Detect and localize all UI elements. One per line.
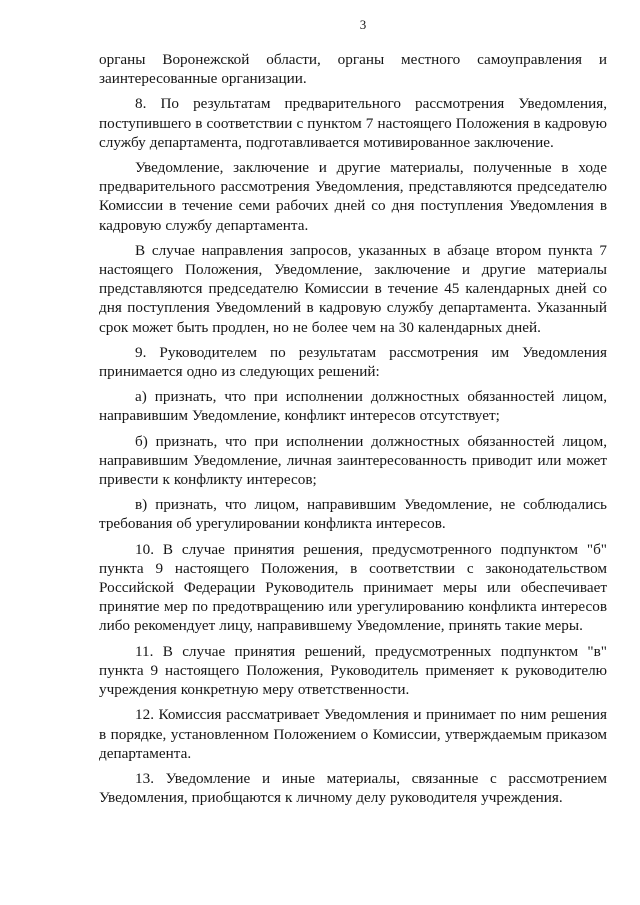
paragraph-11: 11. В случае принятия решений, предусмотренных подпунктом "в" пункта 9 настоящего Положения, Руководитель применяет к руководителю учреждения конкретную меру ответственности.: [99, 642, 607, 699]
paragraph-9-a: а) признать, что при исполнении должностных обязанностей лицом, направившим Уведомление, конфликт интересов отсутствует;: [99, 388, 607, 425]
paragraph-9-b: б) признать, что при исполнении должностных обязанностей лицом, направившим Уведомление, личная заинтересованность приводит или может привести к конфликту интересов;: [99, 432, 607, 489]
paragraph-9-c: в) признать, что лицом, направившим Уведомление, не соблюдались требования об урегулировании конфликта интересов.: [99, 496, 607, 533]
paragraph-8-requests: В случае направления запросов, указанных в абзаце втором пункта 7 настоящего Положения, Уведомление, заключение и другие материалы представляются председателю Комиссии в течение 45 календарных дней со дня поступления Уведомлений в кадровую службу департамента. Указанный срок может быть продлен, но не более чем на 30 календарных дней.: [99, 241, 607, 336]
paragraph-13: 13. Уведомление и иные материалы, связанные с рассмотрением Уведомления, приобщаются к личному делу руководителя учреждения.: [99, 769, 607, 807]
paragraph-12: 12. Комиссия рассматривает Уведомления и принимает по ним решения в порядке, установленном Положением о Комиссии, утверждаемым приказом департамента.: [99, 706, 607, 762]
paragraph-8-materials: Уведомление, заключение и другие материалы, полученные в ходе предварительного рассмотрения Уведомления, представляются председателю Комиссии в течение семи рабочих дней со дня поступления Уведомления в кадровую службу департамента.: [99, 159, 607, 234]
paragraph-9: 9. Руководителем по результатам рассмотрения им Уведомления принимается одно из следующих решений:: [99, 343, 607, 381]
paragraph-continuation: органы Воронежской области, органы местного самоуправления и заинтересованные организации.: [99, 51, 607, 88]
page-number: 3: [359, 17, 367, 32]
paragraph-10: 10. В случае принятия решения, предусмотренного подпунктом "б" пункта 9 настоящего Положения, в соответствии с законодательством Российской Федерации Руководитель принимает меры или обеспечивает принятие мер по предотвращению или урегулированию конфликта интересов либо рекомендует лицу, направившему Уведомление, принять такие меры.: [99, 540, 607, 635]
paragraph-8: 8. По результатам предварительного рассмотрения Уведомления, поступившего в соответствии с пунктом 7 настоящего Положения в кадровую службу департамента, подготавливается мотивированное заключение.: [99, 95, 607, 151]
